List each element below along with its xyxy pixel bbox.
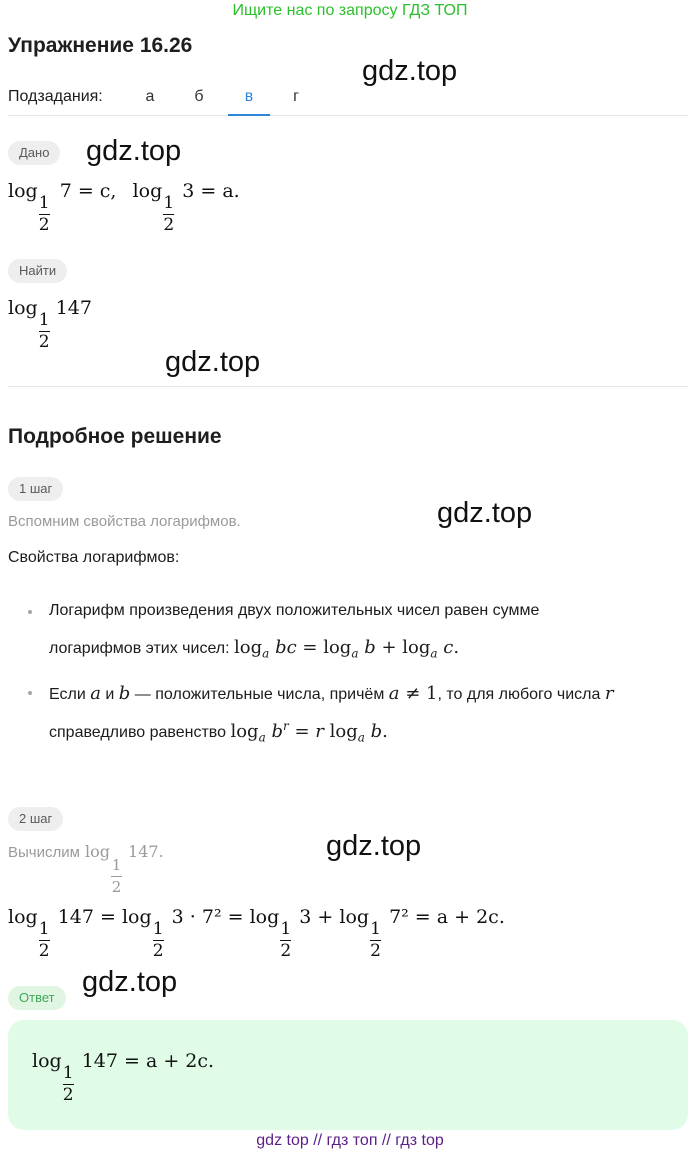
promo-banner: Ищите нас по запросу ГДЗ ТОП (232, 2, 468, 19)
watermark: gdz.top (437, 497, 533, 529)
step1-badge: 1 шаг (8, 477, 63, 501)
step2-equation: log 1 2 147 = log 1 2 3 · 7² = log 1 2 3 + log 1 2 7² = a + 2c. (8, 906, 505, 961)
divider (8, 386, 688, 387)
step2-badge: 2 шаг (8, 807, 63, 831)
watermark: gdz.top (326, 830, 422, 862)
bullet1-line2: логарифмов этих чисел: $\log_a$ bc = $\log_a b + \log_a c$. (49, 637, 460, 661)
find-badge: Найти (8, 259, 67, 283)
tab-g[interactable]: г (293, 88, 299, 105)
step2-intro: Вычислим log 1 2 147. (8, 842, 164, 896)
footer-links[interactable]: gdz top // гдз топ // гдз top (256, 1132, 444, 1149)
subtasks-label: Подзадания: (8, 88, 103, 105)
watermark: gdz.top (362, 55, 458, 87)
solution-title: Подробное решение (8, 425, 222, 448)
step1-heading: Свойства логарифмов: (8, 549, 180, 566)
active-tab-indicator (228, 114, 270, 116)
page-title: Упражнение 16.26 (8, 34, 193, 57)
answer-formula: log 1 2 147 = a + 2c. (32, 1050, 215, 1105)
step1-intro: Вспомним свойства логарифмов. (8, 513, 241, 530)
tab-v[interactable]: в (244, 88, 254, 105)
tab-b[interactable]: б (194, 88, 204, 105)
answer-box (8, 1020, 688, 1130)
watermark: gdz.top (82, 966, 178, 998)
given-badge: Дано (8, 141, 60, 165)
bullet2-line2: справедливо равенство $\log_a b^r = r$ $\log_a b$. (49, 719, 388, 745)
bullet2-line1: Если a и b — положительные числа, причём a ≠ 1, то для любого числа r (49, 683, 614, 704)
tab-a[interactable]: а (145, 88, 155, 105)
watermark: gdz.top (165, 346, 261, 378)
bullet1-line1: Логарифм произведения двух положительных чисел равен сумме (49, 602, 540, 619)
given-formula: log 1 2 7 = c, log 1 2 3 = a. (8, 180, 240, 235)
find-formula: log 1 2 147 (8, 297, 92, 352)
bullet-dot (28, 691, 32, 695)
watermark: gdz.top (86, 135, 182, 167)
divider (8, 115, 688, 116)
answer-badge: Ответ (8, 986, 66, 1010)
bullet-dot (28, 610, 32, 614)
